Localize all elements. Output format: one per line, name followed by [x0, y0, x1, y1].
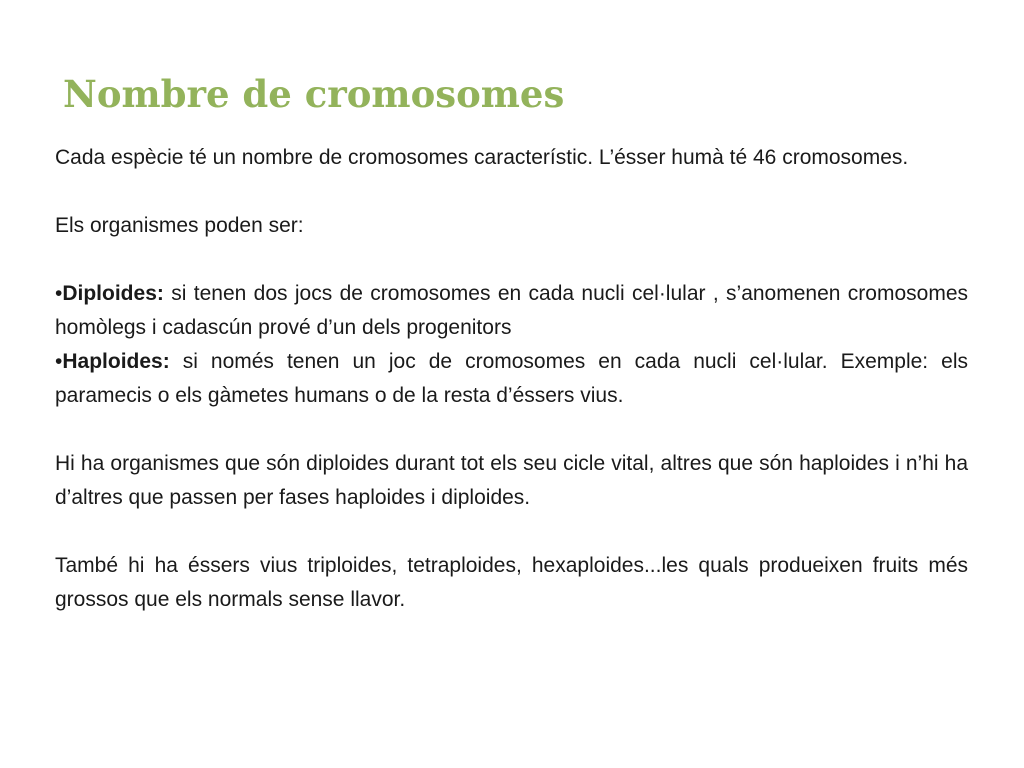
- spacer: [55, 515, 968, 549]
- spacer: [55, 243, 968, 277]
- intro-paragraph: Cada espècie té un nombre de cromosomes característic. L’ésser humà té 46 cromosomes.: [55, 146, 909, 169]
- bullet-term-diploides: Diploides:: [62, 282, 164, 305]
- polyploid-paragraph: També hi ha éssers vius triploides, tetraploides, hexaploides...les quals produeixen fruits més grossos que els normals sense llavor.: [55, 554, 968, 611]
- bullet-diploides: [55, 277, 968, 345]
- bullet-haploides: [55, 345, 968, 413]
- bullet-text-diploides: si tenen dos jocs de cromosomes en cada nucli cel·lular , s’anomenen cromosomes homòlegs i cadascún prové d’un dels progenitors: [55, 282, 968, 339]
- slide-body: [55, 141, 968, 617]
- bullet-term-haploides: Haploides:: [62, 350, 170, 373]
- cycle-paragraph: Hi ha organismes que són diploides durant tot els seu cicle vital, altres que són haploides i n’hi ha d’altres que passen per fases haploides i diploides.: [55, 452, 968, 509]
- slide-title: Nombre de cromosomes: [63, 72, 565, 116]
- organisms-lead: Els organismes poden ser:: [55, 214, 304, 237]
- bullet-text-haploides: si només tenen un joc de cromosomes en cada nucli cel·lular. Exemple: els paramecis o els gàmetes humans o de la resta d’éssers vius.: [55, 350, 968, 407]
- spacer: [55, 413, 968, 447]
- bullet-marker: •: [55, 282, 63, 305]
- spacer: [55, 175, 968, 209]
- bullet-marker: •: [55, 350, 63, 373]
